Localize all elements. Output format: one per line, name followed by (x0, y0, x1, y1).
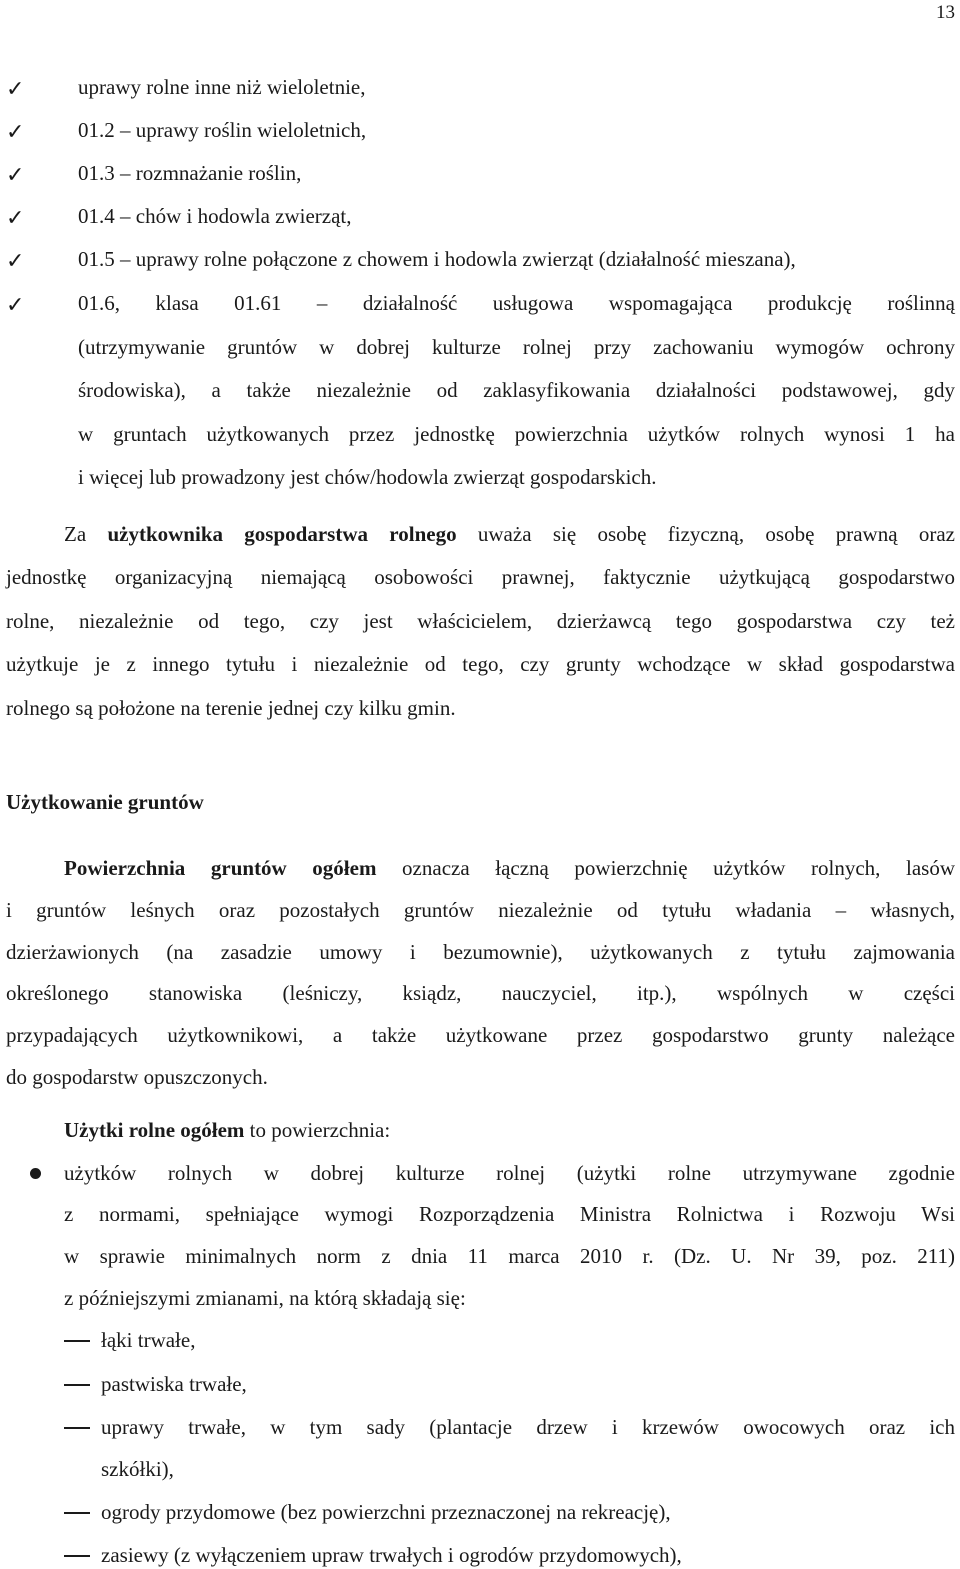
check-icon: ✓ (6, 76, 25, 101)
bullet-line: użytków rolnych w dobrej kulturze rolnej (użytki rolne utrzymywane zgodnie (64, 1161, 955, 1185)
defined-term: Powierzchnia gruntów ogółem (64, 856, 377, 880)
list-item: 01.4 – chów i hodowla zwierząt, (78, 204, 352, 228)
bullet-line: z normami, spełniające wymogi Rozporządzenia Ministra Rolnictwa i Rozwoju Wsi (64, 1202, 955, 1226)
paragraph-line: określonego stanowiska (leśniczy, ksiądz, nauczyciel, itp.), wspólnych w części (6, 981, 955, 1005)
bullet-line: z późniejszymi zmianami, na którą składają się: (64, 1286, 466, 1310)
check-icon: ✓ (6, 162, 25, 187)
check-icon: ✓ (6, 205, 25, 230)
paragraph-line: do gospodarstw opuszczonych. (6, 1065, 268, 1089)
page-number: 13 (936, 2, 955, 23)
paragraph-line: jednostkę organizacyjną niemającą osobowości prawnej, faktycznie użytkującą gospodarstwo (6, 565, 955, 589)
list-item: 01.5 – uprawy rolne połączone z chowem i hodowla zwierząt (działalność mieszana), (78, 247, 796, 271)
paragraph-line: i gruntów leśnych oraz pozostałych gruntów niezależnie od tytułu władania – własnych, (6, 898, 955, 922)
defined-term: Użytki rolne ogółem (64, 1118, 245, 1142)
list-item: 01.3 – rozmnażanie roślin, (78, 161, 302, 185)
sub-list-item: zasiewy (z wyłączeniem upraw trwałych i ogrodów przydomowych), (101, 1543, 682, 1567)
sub-list-item: pastwiska trwałe, (101, 1372, 247, 1396)
sub-list-item-line: szkółki), (101, 1457, 174, 1481)
sub-list-item: uprawy trwałe, w tym sady (plantacje drzew i krzewów owocowych oraz ich (101, 1415, 955, 1439)
section-heading: Użytkowanie gruntów (6, 790, 204, 814)
paragraph-line: Powierzchnia gruntów ogółem oznacza łączną powierzchnię użytków rolnych, lasów (64, 856, 956, 880)
list-item-line: środowiska), a także niezależnie od zaklasyfikowania działalności podstawowej, gdy (78, 378, 955, 402)
list-item: uprawy rolne inne niż wieloletnie, (78, 75, 366, 99)
check-icon: ✓ (6, 292, 25, 317)
dash-icon (64, 1384, 90, 1386)
bullet-line: w sprawie minimalnych norm z dnia 11 marca 2010 r. (Dz. U. Nr 39, poz. 211) (64, 1244, 955, 1268)
list-item-line: (utrzymywanie gruntów w dobrej kulturze rolnej przy zachowaniu wymogów ochrony (78, 335, 955, 359)
list-item-line: w gruntach użytkowanych przez jednostkę powierzchnia użytków rolnych wynosi 1 ha (78, 422, 955, 446)
paragraph-line: Za użytkownika gospodarstwa rolnego uważa się osobę fizyczną, osobę prawną oraz (64, 522, 955, 546)
paragraph-line: użytkuje je z innego tytułu i niezależnie od tego, czy grunty wchodzące w skład gospodarstwa (6, 652, 955, 676)
paragraph-line: rolne, niezależnie od tego, czy jest właścicielem, dzierżawcą tego gospodarstwa czy też (6, 609, 955, 633)
paragraph-line: dzierżawionych (na zasadzie umowy i bezumownie), użytkowanych z tytułu zajmowania (6, 940, 955, 964)
defined-term: użytkownika gospodarstwa rolnego (107, 522, 457, 546)
list-item: 01.2 – uprawy roślin wieloletnich, (78, 118, 367, 142)
sub-list-item: ogrody przydomowe (bez powierzchni przeznaczonej na rekreację), (101, 1500, 671, 1524)
list-item-line: 01.6, klasa 01.61 – działalność usługowa wspomagająca produkcję roślinną (78, 291, 955, 315)
bullet-icon (30, 1168, 41, 1179)
dash-icon (64, 1512, 90, 1514)
paragraph-line: rolnego są położone na terenie jednej czy kilku gmin. (6, 696, 456, 720)
list-item-line: i więcej lub prowadzony jest chów/hodowla zwierząt gospodarskich. (78, 465, 657, 489)
dash-icon (64, 1340, 90, 1342)
dash-icon (64, 1555, 90, 1557)
sub-list-item: łąki trwałe, (101, 1328, 196, 1352)
dash-icon (64, 1427, 90, 1429)
check-icon: ✓ (6, 119, 25, 144)
paragraph-line: Użytki rolne ogółem to powierzchnia: (64, 1118, 391, 1142)
check-icon: ✓ (6, 248, 25, 273)
paragraph-line: przypadających użytkownikowi, a także użytkowane przez gospodarstwo grunty należące (6, 1023, 955, 1047)
